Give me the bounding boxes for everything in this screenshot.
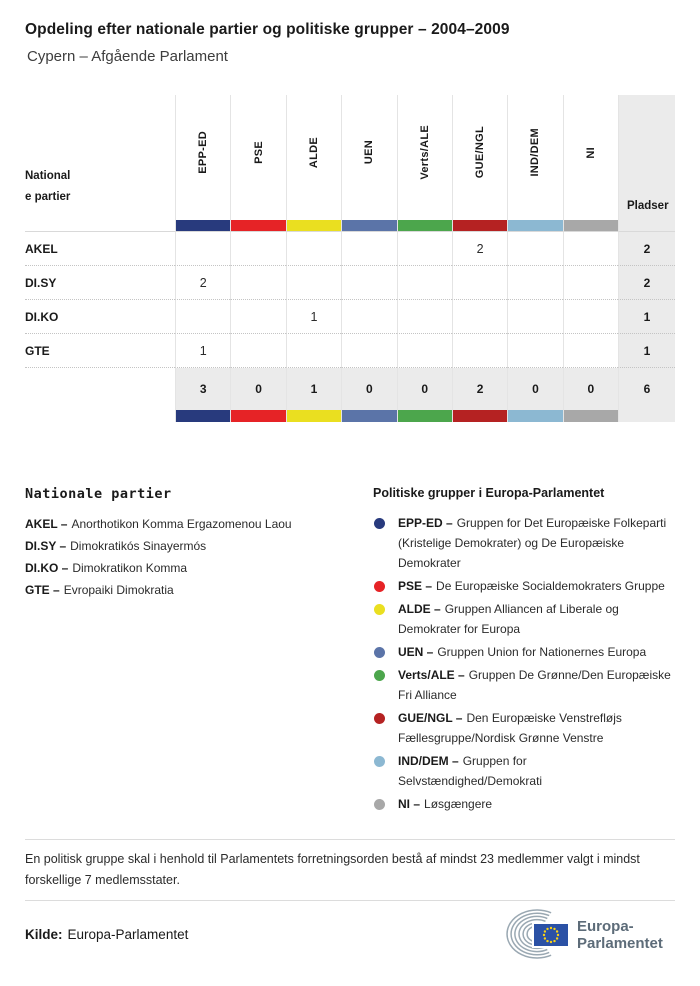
row-header-line: e partier: [25, 191, 71, 203]
group-abbr: Verts/ALE –: [398, 668, 465, 682]
party-abbr: GTE –: [25, 583, 60, 597]
party-label-DI.KO: DI.KO: [25, 300, 175, 334]
page-title: Opdeling efter nationale partier og politiske grupper – 2004–2009: [25, 21, 510, 38]
bottom-bar-spacer: [25, 410, 175, 422]
group-name: Løsgængere: [424, 797, 493, 811]
column-header-NI: [563, 95, 618, 220]
political-group-item: [373, 708, 675, 748]
group-color-bar-Verts/ALE: [397, 220, 452, 232]
column-header-UEN: [341, 95, 396, 220]
results-table: [25, 95, 675, 422]
group-name: Gruppen for Det Europæiske Folkeparti (Kristelige Demokrater) og De Europæiske Demokrater: [398, 516, 667, 570]
group-abbr: UEN –: [398, 645, 434, 659]
value-cell-DI.KO-NI: [563, 300, 618, 334]
value-cell-GTE-UEN: [341, 334, 396, 368]
group-abbr: PSE –: [398, 579, 433, 593]
political-group-item: [373, 599, 675, 639]
group-color-dot-icon: [374, 799, 385, 810]
group-description: [398, 751, 673, 791]
group-color-dot-icon: [374, 604, 385, 615]
party-name: Evropaiki Dimokratia: [63, 583, 174, 597]
value-cell-AKEL-NI: [563, 232, 618, 266]
political-group-item: [373, 794, 675, 814]
column-header-label: EPP-ED: [197, 131, 210, 174]
value-cell-DI.SY-UEN: [341, 266, 396, 300]
value-cell-GTE-NI: [563, 334, 618, 368]
logo-text: Europa- Parlamentet: [577, 918, 663, 952]
group-color-bar-UEN: [341, 220, 396, 232]
party-label-DI.SY: DI.SY: [25, 266, 175, 300]
political-groups-items: [373, 513, 675, 814]
column-header-PSE: [230, 95, 285, 220]
value-cell-DI.KO-ALDE: 1: [286, 300, 341, 334]
totals-row-spacer: [25, 368, 175, 410]
divider: [25, 839, 675, 840]
political-group-item: [373, 576, 675, 596]
group-abbr: IND/DEM –: [398, 754, 459, 768]
national-parties-heading: Nationale partier: [25, 486, 172, 502]
totals-cell-NI: 0: [563, 368, 618, 410]
source-text: [25, 927, 188, 942]
group-color-bar-IND/DEM: [507, 220, 562, 232]
group-name: Gruppen for Selvstændighed/Demokrati: [398, 754, 543, 788]
seats-cell-AKEL: 2: [618, 232, 675, 266]
national-party-item: [25, 557, 373, 579]
row-header-line: National: [25, 170, 71, 182]
party-name: Dimokratikon Komma: [72, 561, 188, 575]
group-color-dot-icon: [374, 713, 385, 724]
source-value: Europa-Parlamentet: [67, 926, 189, 942]
value-cell-GTE-EPP-ED: 1: [175, 334, 230, 368]
bottom-color-bar-GUE/NGL: [452, 410, 507, 422]
political-group-item: [373, 665, 675, 705]
value-cell-GTE-ALDE: [286, 334, 341, 368]
value-cell-DI.KO-UEN: [341, 300, 396, 334]
group-color-dot-icon: [374, 670, 385, 681]
column-header-EPP-ED: [175, 95, 230, 220]
value-cell-DI.KO-PSE: [230, 300, 285, 334]
group-description: [398, 708, 673, 748]
column-header-Verts/ALE: [397, 95, 452, 220]
source-row: [25, 907, 675, 961]
group-name: Den Europæiske Venstrefløjs Fællesgruppe/Nordisk Grønne Venstre: [398, 711, 622, 745]
group-description: [398, 665, 673, 705]
value-cell-AKEL-GUE/NGL: 2: [452, 232, 507, 266]
value-cell-GTE-Verts/ALE: [397, 334, 452, 368]
group-name: Gruppen De Grønne/Den Europæiske Fri Alliance: [398, 668, 671, 702]
value-cell-AKEL-IND/DEM: [507, 232, 562, 266]
value-cell-AKEL-EPP-ED: [175, 232, 230, 266]
column-header-label: UEN: [363, 140, 376, 165]
seats-cell-DI.SY: 2: [618, 266, 675, 300]
group-abbr: NI –: [398, 797, 421, 811]
group-color-bar-EPP-ED: [175, 220, 230, 232]
party-label-AKEL: AKEL: [25, 232, 175, 266]
column-header-label: Verts/ALE: [418, 125, 431, 180]
value-cell-GTE-GUE/NGL: [452, 334, 507, 368]
value-cell-AKEL-PSE: [230, 232, 285, 266]
group-description: [398, 642, 646, 662]
group-abbr: GUE/NGL –: [398, 711, 463, 725]
eu-flag-icon: [533, 923, 569, 947]
column-header-GUE/NGL: [452, 95, 507, 220]
value-cell-DI.SY-EPP-ED: 2: [175, 266, 230, 300]
value-cell-DI.SY-NI: [563, 266, 618, 300]
value-cell-DI.KO-Verts/ALE: [397, 300, 452, 334]
value-cell-GTE-IND/DEM: [507, 334, 562, 368]
political-groups-legend: [373, 486, 675, 817]
value-cell-DI.SY-GUE/NGL: [452, 266, 507, 300]
national-parties-legend: [25, 486, 373, 817]
group-description: [398, 513, 673, 573]
column-header-IND/DEM: [507, 95, 562, 220]
column-header-label: NI: [584, 146, 597, 159]
legends: [25, 486, 675, 817]
group-color-dot-icon: [374, 581, 385, 592]
page-subtitle: Cypern – Afgående Parlament: [27, 48, 228, 65]
bottom-color-bar-PSE: [230, 410, 285, 422]
column-header-label: GUE/NGL: [474, 126, 487, 179]
political-groups-heading: Politiske grupper i Europa-Parlamentet: [373, 486, 605, 500]
row-header-title: [25, 95, 175, 220]
party-label-GTE: GTE: [25, 334, 175, 368]
group-color-bar-ALDE: [286, 220, 341, 232]
value-cell-DI.SY-Verts/ALE: [397, 266, 452, 300]
party-abbr: AKEL –: [25, 517, 68, 531]
political-group-item: [373, 751, 675, 791]
group-color-dot-icon: [374, 756, 385, 767]
totals-cell-UEN: 0: [341, 368, 396, 410]
totals-cell-PSE: 0: [230, 368, 285, 410]
group-name: De Europæiske Socialdemokraters Gruppe: [436, 579, 665, 593]
group-description: [398, 599, 673, 639]
value-cell-DI.SY-IND/DEM: [507, 266, 562, 300]
column-header-seats: Pladser: [618, 95, 675, 220]
group-color-bar-GUE/NGL: [452, 220, 507, 232]
bottom-color-bar-Verts/ALE: [397, 410, 452, 422]
bottom-color-bar-IND/DEM: [507, 410, 562, 422]
group-color-bar-PSE: [230, 220, 285, 232]
party-name: Dimokratikós Sinayermós: [70, 539, 207, 553]
color-bar-seats: [618, 220, 675, 232]
bottom-color-bar-NI: [563, 410, 618, 422]
value-cell-AKEL-Verts/ALE: [397, 232, 452, 266]
group-color-bar-NI: [563, 220, 618, 232]
totals-cell-GUE/NGL: 2: [452, 368, 507, 410]
party-abbr: DI.KO –: [25, 561, 69, 575]
value-cell-DI.KO-GUE/NGL: [452, 300, 507, 334]
bottom-bar-seats: [618, 410, 675, 422]
column-header-label: ALDE: [307, 136, 320, 169]
column-header-label: IND/DEM: [529, 128, 542, 177]
group-description: [398, 576, 665, 596]
seats-cell-DI.KO: 1: [618, 300, 675, 334]
political-group-item: [373, 513, 675, 573]
totals-seats-cell: 6: [618, 368, 675, 410]
footnote: En politisk gruppe skal i henhold til Parlamentets forretningsorden bestå af mindst 23 medlemmer valgt i mindst forskellige 7 medlemsstater.: [25, 852, 640, 887]
europa-parlamentet-logo: [503, 907, 675, 961]
totals-cell-EPP-ED: 3: [175, 368, 230, 410]
totals-cell-IND/DEM: 0: [507, 368, 562, 410]
party-name: Anorthotikon Komma Ergazomenou Laou: [71, 517, 292, 531]
divider: [25, 900, 675, 901]
value-cell-DI.KO-IND/DEM: [507, 300, 562, 334]
column-header-label: PSE: [252, 141, 265, 164]
value-cell-GTE-PSE: [230, 334, 285, 368]
national-party-item: [25, 513, 373, 535]
totals-cell-Verts/ALE: 0: [397, 368, 452, 410]
value-cell-DI.SY-ALDE: [286, 266, 341, 300]
source-label: Kilde:: [25, 926, 63, 942]
seats-cell-GTE: 1: [618, 334, 675, 368]
group-name: Gruppen Alliancen af Liberale og Demokrater for Europa: [398, 602, 619, 636]
group-abbr: EPP-ED –: [398, 516, 453, 530]
party-abbr: DI.SY –: [25, 539, 67, 553]
header-underline-spacer: [25, 220, 175, 232]
group-name: Gruppen Union for Nationernes Europa: [437, 645, 647, 659]
column-header-ALDE: [286, 95, 341, 220]
political-group-item: [373, 642, 675, 662]
value-cell-AKEL-ALDE: [286, 232, 341, 266]
national-party-item: [25, 535, 373, 557]
value-cell-AKEL-UEN: [341, 232, 396, 266]
group-color-dot-icon: [374, 518, 385, 529]
bottom-color-bar-ALDE: [286, 410, 341, 422]
totals-cell-ALDE: 1: [286, 368, 341, 410]
group-abbr: ALDE –: [398, 602, 441, 616]
national-party-item: [25, 579, 373, 601]
national-parties-items: [25, 513, 373, 601]
results-table-wrap: [25, 95, 675, 422]
value-cell-DI.SY-PSE: [230, 266, 285, 300]
group-description: [398, 794, 492, 814]
bottom-color-bar-UEN: [341, 410, 396, 422]
group-color-dot-icon: [374, 647, 385, 658]
infographic: [0, 21, 700, 961]
bottom-color-bar-EPP-ED: [175, 410, 230, 422]
value-cell-DI.KO-EPP-ED: [175, 300, 230, 334]
